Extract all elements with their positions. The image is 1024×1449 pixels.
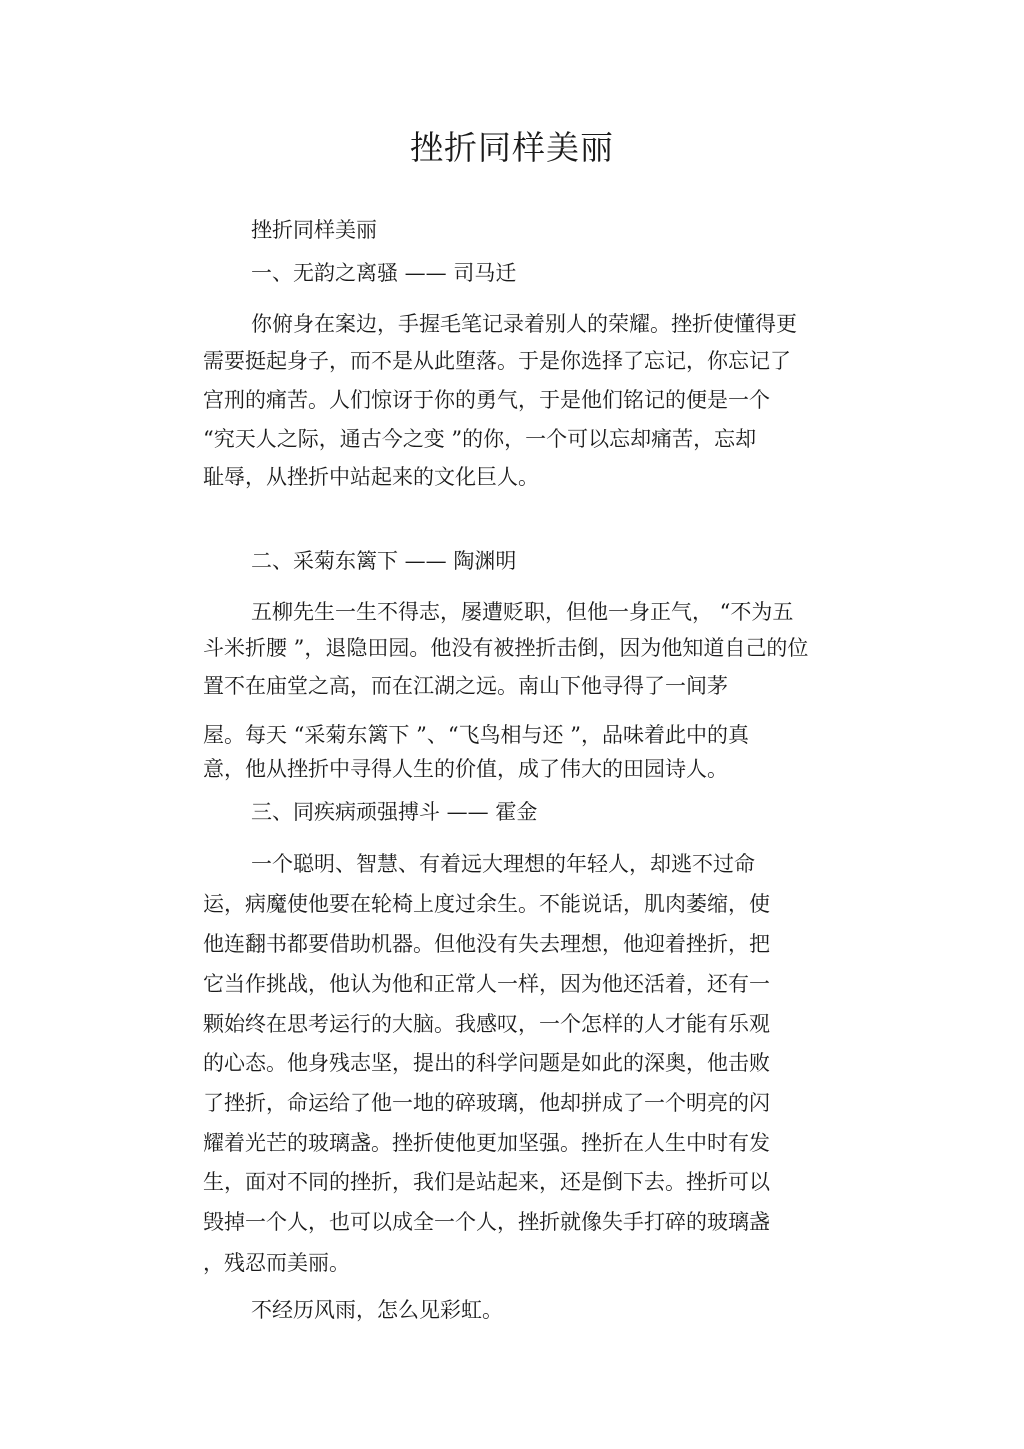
- section-heading: 三、同疾病顽强搏斗 —— 霍金: [251, 800, 538, 824]
- paragraph-line: 他连翻书都要借助机器。但他没有失去理想，他迎着挫折，把: [203, 932, 770, 956]
- paragraph-line: 毁掉一个人，也可以成全一个人，挫折就像失手打碎的玻璃盏: [203, 1210, 770, 1234]
- paragraph-line: 宫刑的痛苦。人们惊讶于你的勇气，于是他们铭记的便是一个: [203, 388, 770, 412]
- paragraph-line: 的心态。他身残志坚，提出的科学问题是如此的深奥，他击败: [203, 1051, 770, 1075]
- paragraph-line: 意，他从挫折中寻得人生的价值，成了伟大的田园诗人。: [203, 757, 728, 781]
- paragraph-line: 耀着光芒的玻璃盏。挫折使他更加坚强。挫折在人生中时有发: [203, 1131, 770, 1155]
- paragraph-line: 颗始终在思考运行的大脑。我感叹，一个怎样的人才能有乐观: [203, 1012, 770, 1036]
- subtitle: 挫折同样美丽: [251, 218, 377, 242]
- section-heading: 一、无韵之离骚 —— 司马迁: [251, 261, 517, 285]
- section-heading: 二、采菊东篱下 —— 陶渊明: [251, 549, 517, 573]
- paragraph-line: 生，面对不同的挫折，我们是站起来，还是倒下去。挫折可以: [203, 1170, 770, 1194]
- paragraph-line: “究天人之际，通古今之变 ”的你，一个可以忘却痛苦，忘却: [203, 427, 757, 451]
- paragraph-line: 斗米折腰 ”，退隐田园。他没有被挫折击倒，因为他知道自己的位: [203, 636, 809, 660]
- paragraph-line: 五柳先生一生不得志，屡遭贬职，但他一身正气， “不为五: [251, 600, 794, 624]
- paragraph-line: 置不在庙堂之高，而在江湖之远。南山下他寻得了一间茅: [203, 674, 728, 698]
- closing-line: 不经历风雨，怎么见彩虹。: [251, 1298, 503, 1322]
- paragraph-line: 需要挺起身子，而不是从此堕落。于是你选择了忘记，你忘记了: [203, 349, 791, 373]
- paragraph-line: 运，病魔使他要在轮椅上度过余生。不能说话，肌肉萎缩，使: [203, 892, 770, 916]
- paragraph-line: ，残忍而美丽。: [203, 1251, 350, 1275]
- paragraph-line: 屋。每天 “采菊东篱下 ”、“飞鸟相与还 ”，品味着此中的真: [203, 723, 749, 747]
- paragraph-line: 了挫折，命运给了他一地的碎玻璃，他却拼成了一个明亮的闪: [203, 1091, 770, 1115]
- paragraph-line: 它当作挑战，他认为他和正常人一样，因为他还活着，还有一: [203, 972, 770, 996]
- paragraph-line: 一个聪明、智慧、有着远大理想的年轻人，却逃不过命: [251, 852, 755, 876]
- paragraph-line: 耻辱，从挫折中站起来的文化巨人。: [203, 465, 539, 489]
- paragraph-line: 你俯身在案边，手握毛笔记录着别人的荣耀。挫折使懂得更: [251, 312, 797, 336]
- page-title: 挫折同样美丽: [410, 128, 614, 167]
